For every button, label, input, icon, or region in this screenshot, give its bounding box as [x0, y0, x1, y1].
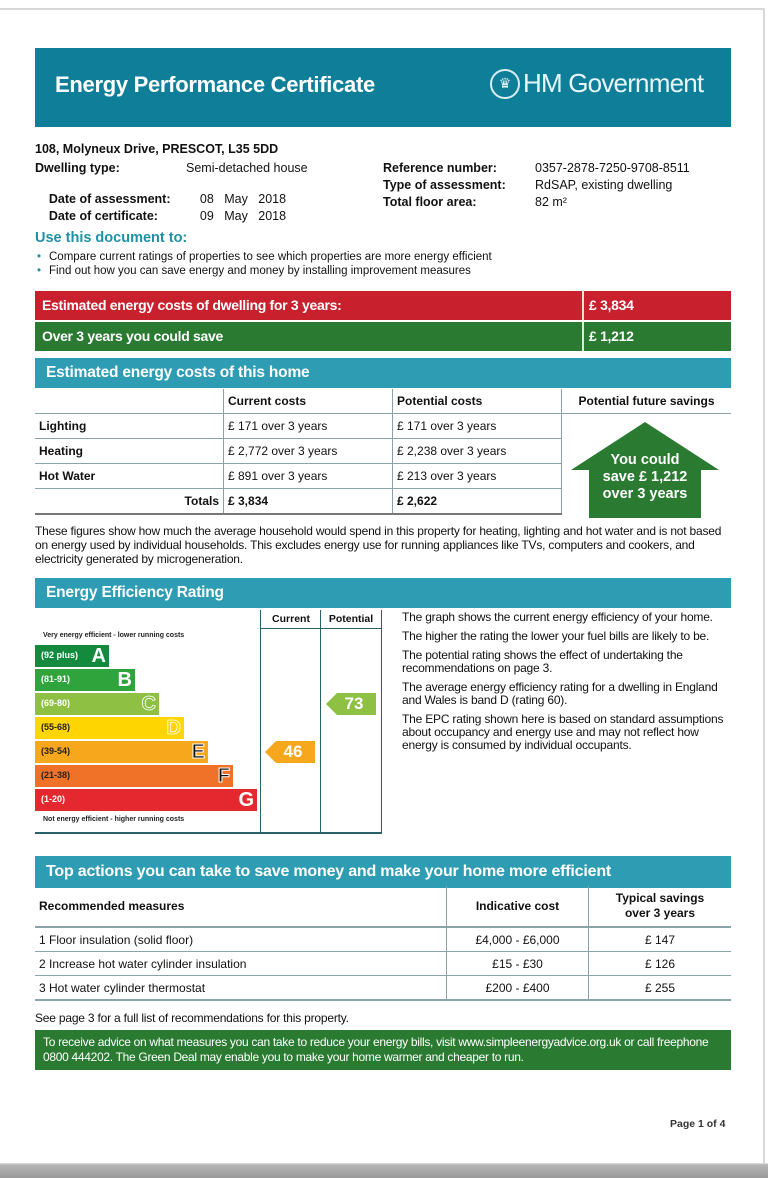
total-floor-area — [383, 195, 567, 209]
potential-cost: £ 171 over 3 years — [393, 414, 562, 439]
costs-section-title: Estimated energy costs of this home — [46, 364, 310, 381]
explanation-text: The graph shows the current energy efficiency of your home. — [402, 610, 713, 624]
explanation-text: The EPC rating shown here is based on standard assumptions about occupancy and energy use and may not reflect how energy is consumed by individual occupants. — [402, 712, 724, 752]
costs-disclaimer: These figures show how much the average household would spend in this property for heating, lighting and hot water and is not based on energy used by individual households. This excludes energy use for running appliances like TVs, computers and cookers, and electricity generated by microgeneration. — [35, 524, 722, 566]
measure-name: 2 Increase hot water cylinder insulation — [35, 952, 447, 976]
column-header: Indicative cost — [447, 886, 589, 927]
hm-government-logo — [490, 68, 703, 99]
total-floor-area-label: Total floor area: — [383, 195, 477, 209]
totals-label: Totals — [35, 489, 224, 515]
column-header — [35, 389, 224, 414]
current-column-header: Current — [261, 610, 321, 629]
estimated-costs-bar — [35, 291, 731, 320]
use-document-heading: Use this document to: — [35, 230, 188, 246]
certificate-header — [35, 48, 731, 127]
table-header-row — [35, 389, 731, 414]
measure-saving: £ 147 — [589, 927, 732, 952]
rating-explanations — [402, 611, 732, 758]
recommended-measures-table — [35, 886, 731, 1001]
totals-current: £ 3,834 — [224, 489, 393, 515]
table-row — [35, 976, 731, 1001]
rating-band-a — [35, 645, 109, 667]
potential-savings-bar — [35, 322, 731, 351]
hm-government-text: HM Government — [523, 68, 704, 98]
savings-house-badge — [571, 422, 719, 518]
potential-savings-value: £ 1,212 — [582, 322, 729, 351]
potential-rating-arrow — [326, 693, 376, 715]
rating-band-c — [35, 693, 159, 715]
estimated-costs-value: £ 3,834 — [582, 291, 729, 320]
band-range: (39-54) — [41, 746, 71, 756]
rating-band-b — [35, 669, 135, 691]
measure-cost: £4,000 - £6,000 — [447, 927, 589, 952]
savings-line: save £ 1,212 — [602, 469, 688, 485]
dwelling-type-label: Dwelling type: — [35, 161, 120, 175]
potential-cost: £ 213 over 3 years — [393, 464, 562, 489]
potential-column-header: Potential — [321, 610, 381, 629]
band-letter: G — [238, 789, 254, 811]
chart-bottom-label: Not energy efficient - higher running costs — [43, 816, 185, 823]
certificate-title: Energy Performance Certificate — [55, 72, 375, 97]
band-range: (55-68) — [41, 722, 71, 732]
table-row — [35, 927, 731, 952]
measure-cost: £200 - £400 — [447, 976, 589, 1001]
band-letter: A — [91, 645, 106, 667]
current-cost: £ 171 over 3 years — [224, 414, 393, 439]
current-rating-value: 46 — [283, 742, 303, 761]
typical-savings-header: Typical savings over 3 years — [615, 891, 705, 920]
measure-cost: £15 - £30 — [447, 952, 589, 976]
dwelling-type — [35, 161, 308, 175]
current-cost: £ 2,772 over 3 years — [224, 439, 393, 464]
band-letter: B — [117, 669, 132, 691]
see-page-note: See page 3 for a full list of recommendations for this property. — [35, 1011, 349, 1025]
costs-section-header — [35, 358, 731, 388]
use-document-bullets — [35, 250, 492, 278]
total-floor-area-value: 82 m² — [535, 195, 567, 209]
column-header — [589, 886, 732, 927]
explanation-text: The higher the rating the lower your fuel bills are likely to be. — [402, 629, 710, 643]
band-letter: E — [191, 741, 205, 763]
chart-top-label: Very energy efficient - lower running costs — [43, 632, 185, 639]
band-letter: F — [217, 765, 230, 787]
measure-saving: £ 255 — [589, 976, 732, 1001]
band-range: (69-80) — [41, 698, 71, 708]
rating-band-f — [35, 765, 233, 787]
rating-band-d — [35, 717, 184, 739]
savings-line: over 3 years — [602, 486, 688, 502]
dwelling-type-value: Semi-detached house — [186, 161, 308, 175]
date-of-certificate-value: 09 May 2018 — [199, 209, 287, 223]
savings-line: You could — [610, 452, 680, 468]
property-address: 108, Molyneux Drive, PRESCOT, L35 5DD — [35, 142, 279, 156]
band-range: (81-91) — [41, 674, 71, 684]
type-of-assessment-value: RdSAP, existing dwelling — [535, 178, 673, 192]
savings-badge-text — [571, 452, 719, 503]
date-of-certificate-label: Date of certificate: — [48, 209, 158, 223]
cost-category: Lighting — [35, 414, 224, 439]
page-edge-top — [0, 8, 765, 10]
potential-savings-label: Over 3 years you could save — [42, 328, 224, 344]
estimated-costs-label: Estimated energy costs of dwelling for 3 years: — [42, 297, 342, 313]
explanation-text: The potential rating shows the effect of undertaking the recommendations on page 3. — [402, 648, 683, 675]
current-column — [260, 610, 321, 832]
measure-name: 1 Floor insulation (solid floor) — [35, 927, 447, 952]
potential-rating-value: 73 — [344, 694, 364, 713]
band-letter: C — [141, 693, 156, 715]
rating-band-g — [35, 789, 257, 811]
explanation-text: The average energy efficiency rating for a dwelling in England and Wales is band D (rating 60). — [402, 680, 718, 707]
band-range: (21-38) — [41, 770, 71, 780]
page-edge-right — [763, 8, 765, 1163]
totals-potential: £ 2,622 — [393, 489, 562, 515]
date-of-assessment-label: Date of assessment: — [48, 192, 171, 206]
band-range: (1-20) — [41, 794, 66, 804]
band-letter: D — [166, 717, 181, 739]
bullet-item: • Find out how you can save energy and money by installing improvement measures — [35, 264, 492, 278]
rating-band-e — [35, 741, 208, 763]
potential-column — [320, 610, 382, 832]
date-of-assessment-value: 08 May 2018 — [199, 192, 287, 206]
column-header: Recommended measures — [35, 886, 447, 927]
advice-banner — [35, 1030, 731, 1070]
reference-number-value: 0357-2878-7250-9708-8511 — [535, 161, 690, 175]
table-row — [35, 952, 731, 976]
band-range: (92 plus) — [41, 650, 79, 660]
rating-section-title: Energy Efficiency Rating — [46, 584, 224, 601]
advice-text: To receive advice on what measures you can take to reduce your energy bills, visit www.simpleenergyadvice.org.uk or call freephone 0800 444202. The Green Deal may enable you to make your home warmer and cheaper to run. — [43, 1035, 709, 1064]
page-shadow — [0, 1163, 768, 1178]
reference-number-label: Reference number: — [383, 161, 497, 175]
page-number: Page 1 of 4 — [670, 1118, 726, 1130]
measure-saving: £ 126 — [589, 952, 732, 976]
royal-crest-icon: ♛ — [490, 69, 520, 99]
current-cost: £ 891 over 3 years — [224, 464, 393, 489]
actions-section-header — [35, 856, 731, 888]
bullet-item: • Compare current ratings of properties to see which properties are more energy efficient — [35, 250, 492, 264]
column-header: Potential costs — [393, 389, 562, 414]
potential-cost: £ 2,238 over 3 years — [393, 439, 562, 464]
rating-section-header — [35, 578, 731, 608]
column-header: Current costs — [224, 389, 393, 414]
chart-bottom-rule — [35, 832, 382, 834]
measure-name: 3 Hot water cylinder thermostat — [35, 976, 447, 1001]
table-header-row — [35, 886, 731, 927]
actions-section-title: Top actions you can take to save money and make your home more efficient — [46, 863, 612, 880]
cost-category: Hot Water — [35, 464, 224, 489]
current-rating-arrow — [265, 741, 315, 763]
type-of-assessment — [383, 178, 672, 192]
reference-number — [383, 161, 690, 175]
type-of-assessment-label: Type of assessment: — [383, 178, 506, 192]
column-header: Potential future savings — [562, 389, 732, 414]
efficiency-rating-chart — [35, 610, 385, 834]
cost-category: Heating — [35, 439, 224, 464]
